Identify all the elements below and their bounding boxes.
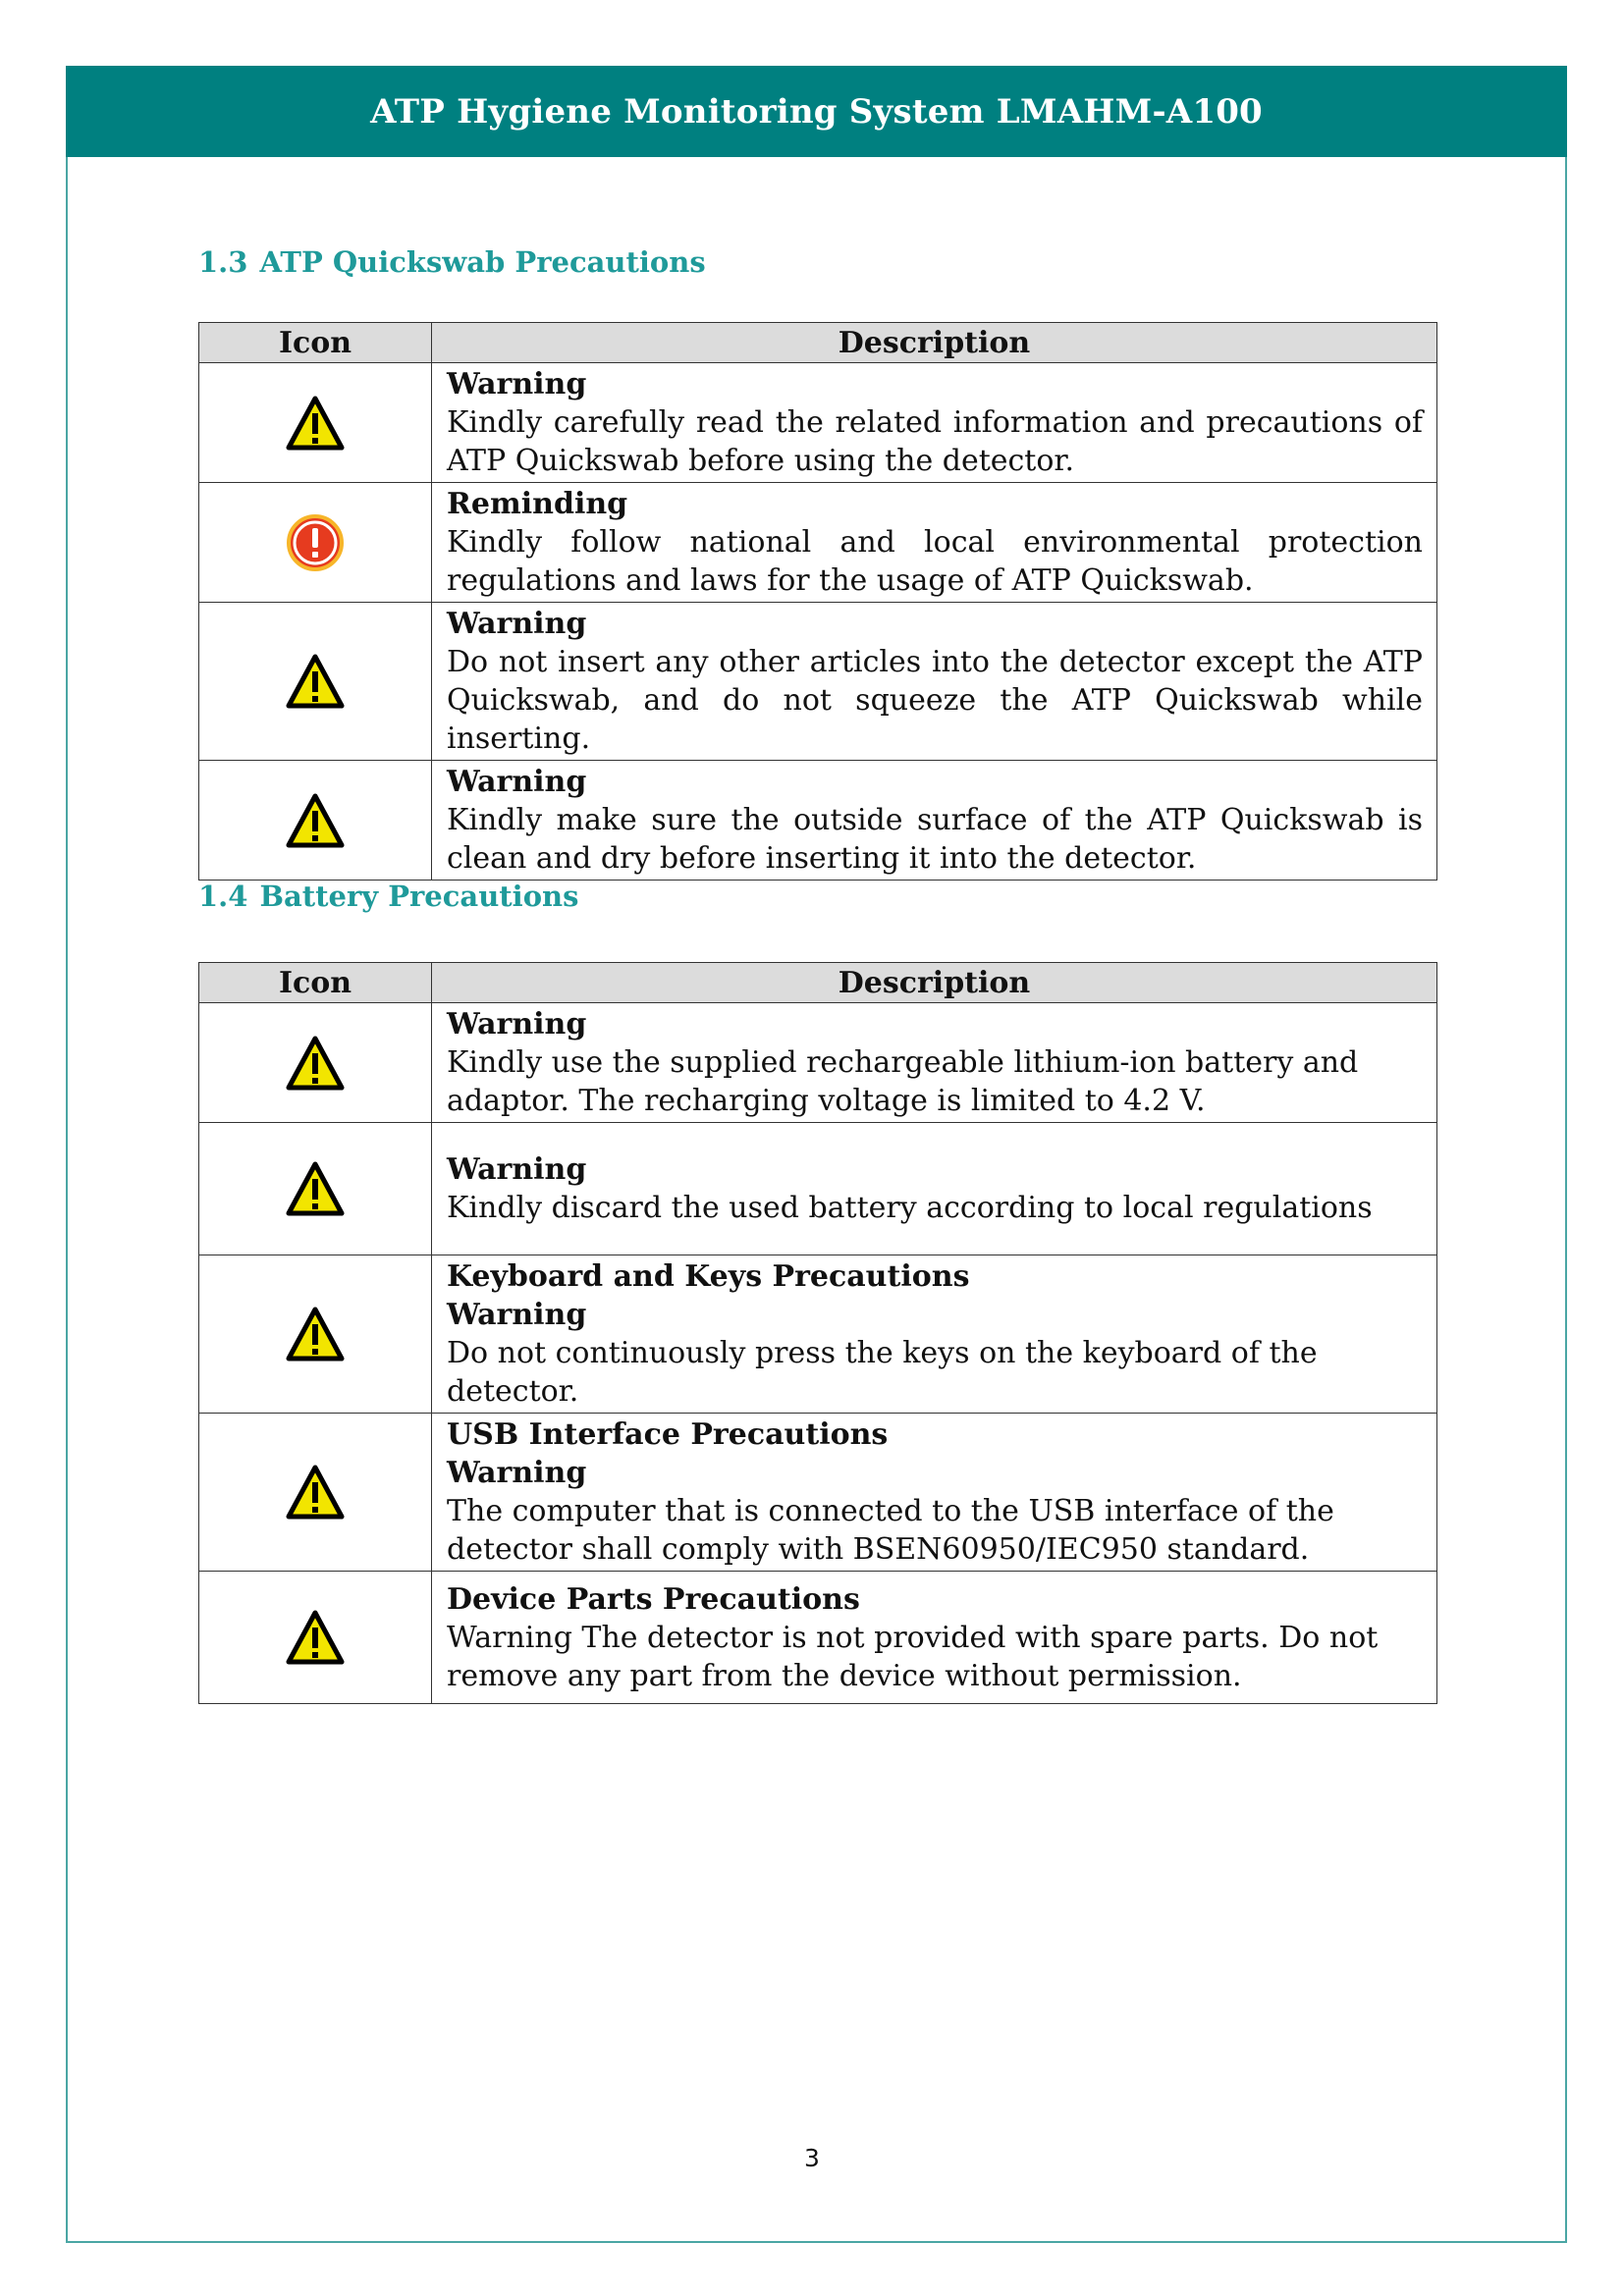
table-row: [199, 761, 1437, 881]
section-heading-1-4: [198, 880, 578, 913]
table-row: [199, 1414, 1437, 1572]
table-row: [199, 483, 1437, 603]
header-bar: [66, 66, 1567, 157]
warning-triangle-icon: [286, 1307, 345, 1362]
description-cell: [432, 363, 1437, 483]
row-title: Warning: [447, 367, 587, 401]
section-title: ATP Quickswab Precautions: [259, 245, 706, 279]
description-cell: [432, 483, 1437, 603]
row-text: Kindly make sure the outside surface of the ATP Quickswab is clean and dry before inserting it into the detector.: [447, 803, 1423, 876]
section-title: Battery Precautions: [259, 880, 579, 913]
row-text: The computer that is connected to the USB interface of the detector shall comply with BSEN60950/IEC950 standard.: [447, 1494, 1334, 1567]
row-text: Kindly follow national and local environmental protection regulations and laws for the usage of ATP Quickswab.: [447, 525, 1423, 598]
table-row: [199, 1003, 1437, 1123]
row-text: Kindly use the supplied rechargeable lithium-ion battery and adaptor. The recharging voltage is limited to 4.2 V.: [447, 1045, 1359, 1118]
table-header-row: [199, 963, 1437, 1003]
table-row: [199, 603, 1437, 761]
icon-cell: [199, 363, 432, 483]
row-heading: USB Interface Precautions: [447, 1417, 889, 1452]
table-row: [199, 363, 1437, 483]
icon-cell: [199, 1414, 432, 1572]
icon-cell: [199, 1572, 432, 1704]
quickswab-precautions-table: [198, 322, 1437, 881]
document-title: ATP Hygiene Monitoring System LMAHM-A100: [370, 91, 1263, 132]
row-title: Reminding: [447, 487, 628, 521]
row-title: Warning: [447, 1152, 587, 1187]
warning-triangle-icon: [286, 1610, 345, 1665]
row-text: Do not insert any other articles into the detector except the ATP Quickswab, and do not squeeze the ATP Quickswab while inserting.: [447, 645, 1423, 756]
icon-cell: [199, 1255, 432, 1414]
description-cell: [432, 1003, 1437, 1123]
row-title: Warning: [447, 607, 587, 641]
icon-cell: [199, 1123, 432, 1255]
row-text: Do not continuously press the keys on the keyboard of the detector.: [447, 1336, 1318, 1409]
warning-triangle-icon: [286, 1161, 345, 1216]
reminding-exclamation-icon: [286, 513, 345, 572]
table-row: [199, 1255, 1437, 1414]
row-heading: Device Parts Precautions: [447, 1581, 860, 1617]
row-title: Warning: [447, 1298, 587, 1332]
warning-triangle-icon: [286, 396, 345, 451]
row-title: Warning: [447, 765, 587, 799]
column-header-description: Description: [432, 323, 1437, 363]
column-header-description: Description: [432, 963, 1437, 1003]
section-number: 1.3: [198, 245, 248, 279]
table-row: [199, 1572, 1437, 1704]
icon-cell: [199, 761, 432, 881]
description-cell: [432, 761, 1437, 881]
warning-triangle-icon: [286, 654, 345, 709]
row-text: Warning The detector is not provided with spare parts. Do not remove any part from the device without permission.: [447, 1620, 1379, 1693]
section-heading-1-3: [198, 245, 706, 279]
row-text: Kindly discard the used battery according to local regulations: [447, 1191, 1373, 1225]
section-number: 1.4: [198, 880, 248, 913]
warning-triangle-icon: [286, 1036, 345, 1091]
description-cell: [432, 603, 1437, 761]
description-cell: [432, 1414, 1437, 1572]
row-title: Warning: [447, 1456, 587, 1490]
description-cell: [432, 1572, 1437, 1704]
page-number: 3: [804, 2144, 820, 2172]
table-row: [199, 1123, 1437, 1255]
column-header-icon: Icon: [199, 963, 432, 1003]
battery-precautions-table: [198, 962, 1437, 1704]
row-title: Warning: [447, 1007, 587, 1041]
description-cell: [432, 1255, 1437, 1414]
icon-cell: [199, 1003, 432, 1123]
icon-cell: [199, 483, 432, 603]
description-cell: [432, 1123, 1437, 1255]
warning-triangle-icon: [286, 793, 345, 848]
row-text: Kindly carefully read the related information and precautions of ATP Quickswab before using the detector.: [447, 405, 1423, 478]
warning-triangle-icon: [286, 1465, 345, 1520]
column-header-icon: Icon: [199, 323, 432, 363]
table-header-row: [199, 323, 1437, 363]
icon-cell: [199, 603, 432, 761]
row-heading: Keyboard and Keys Precautions: [447, 1259, 970, 1294]
